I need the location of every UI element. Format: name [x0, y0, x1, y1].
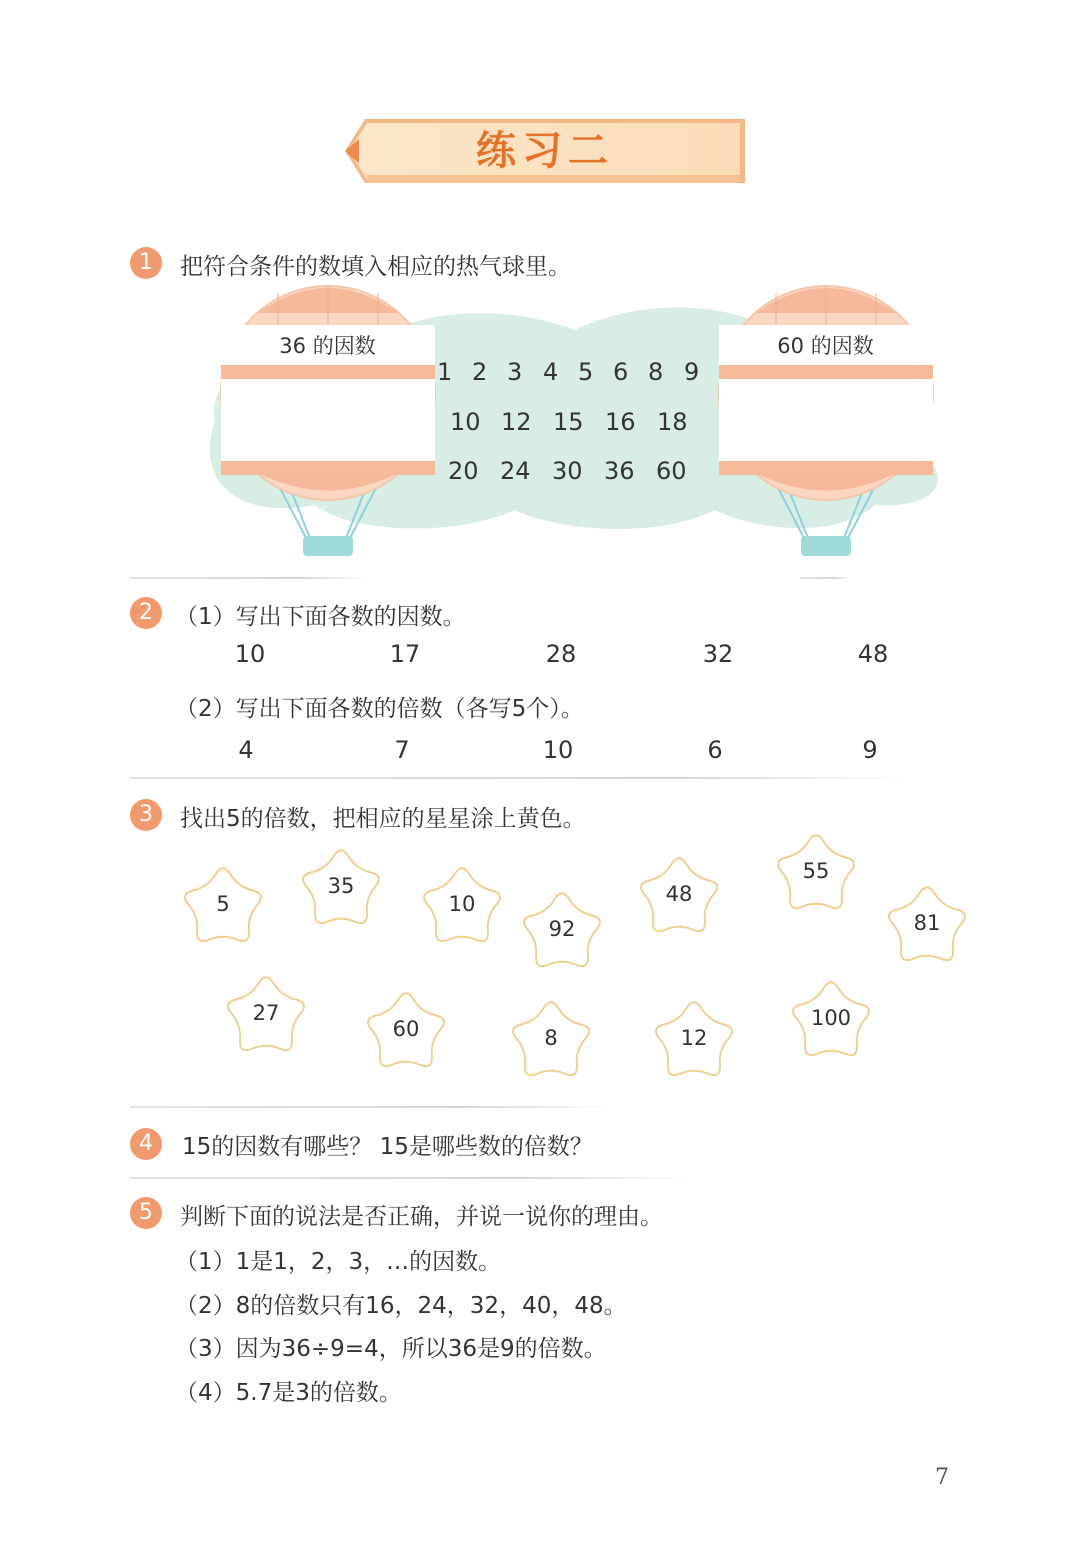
star-number: 81 — [913, 911, 941, 935]
right-hot-air-balloon — [716, 283, 936, 558]
candidate-number: 9 — [684, 358, 700, 386]
star-number: 60 — [392, 1017, 420, 1041]
page-title: 练习二 — [476, 127, 614, 174]
star-number: 5 — [216, 892, 230, 916]
number-item: 9 — [862, 736, 878, 764]
number-item: 7 — [394, 736, 410, 764]
question-number-5: 5 — [130, 1197, 162, 1229]
star-number: 100 — [810, 1006, 852, 1030]
question-number-3: 3 — [130, 799, 162, 831]
statement-3: （3）因为36÷9=4，所以36是9的倍数。 — [175, 1336, 607, 1362]
question-5-text: 判断下面的说法是否正确，并说一说你的理由。 — [180, 1204, 663, 1230]
number-item: 10 — [234, 640, 266, 668]
left-hot-air-balloon — [218, 283, 438, 558]
candidate-number: 10 — [450, 408, 481, 436]
star-number: 48 — [665, 882, 693, 906]
candidate-number: 60 — [656, 457, 687, 485]
candidate-number: 18 — [657, 408, 688, 436]
star-number: 27 — [252, 1001, 280, 1025]
candidate-number: 1 — [437, 358, 453, 386]
number-item: 48 — [857, 640, 889, 668]
candidate-number: 36 — [604, 457, 635, 485]
star-number: 8 — [544, 1026, 558, 1050]
number-item: 6 — [707, 736, 723, 764]
candidate-number: 4 — [543, 358, 559, 386]
candidate-number: 24 — [500, 457, 531, 485]
candidate-number: 20 — [448, 457, 479, 485]
star-number: 35 — [327, 874, 355, 898]
divider — [130, 577, 370, 579]
star-number: 12 — [680, 1026, 708, 1050]
number-item: 10 — [542, 736, 574, 764]
candidate-number: 16 — [605, 408, 636, 436]
number-item: 28 — [545, 640, 577, 668]
right-balloon-label: 60 的因数 — [777, 334, 874, 358]
statement-2: （2）8的倍数只有16，24，32，40，48。 — [175, 1293, 627, 1319]
divider — [800, 577, 850, 579]
divider — [130, 1177, 690, 1179]
question-number-4: 4 — [130, 1128, 162, 1160]
left-balloon-label: 36 的因数 — [279, 334, 376, 358]
question-2-part-2: （2）写出下面各数的倍数（各写5个）。 — [175, 696, 584, 722]
star-number: 92 — [548, 917, 576, 941]
question-2-part-1: （1）写出下面各数的因数。 — [175, 604, 466, 630]
star-number: 55 — [802, 859, 830, 883]
candidate-number: 15 — [553, 408, 584, 436]
page-number: 7 — [935, 1465, 949, 1490]
question-3-text: 找出5的倍数，把相应的星星涂上黄色。 — [180, 806, 586, 832]
title-banner — [345, 117, 745, 185]
question-1-text: 把符合条件的数填入相应的热气球里。 — [180, 254, 571, 280]
candidate-number: 6 — [613, 358, 629, 386]
candidate-number: 8 — [648, 358, 664, 386]
question-number-2: 2 — [130, 597, 162, 629]
candidate-number: 5 — [578, 358, 594, 386]
number-item: 32 — [702, 640, 734, 668]
number-item: 17 — [389, 640, 421, 668]
star-number: 10 — [448, 892, 476, 916]
number-item: 4 — [238, 736, 254, 764]
candidate-number: 30 — [552, 457, 583, 485]
candidate-number: 3 — [507, 358, 523, 386]
divider — [130, 1106, 610, 1108]
candidate-number: 2 — [472, 358, 488, 386]
question-number-1: 1 — [130, 247, 162, 279]
statement-4: （4）5.7是3的倍数。 — [175, 1380, 402, 1406]
statement-1: （1）1是1，2，3，…的因数。 — [175, 1249, 502, 1275]
question-4-text: 15的因数有哪些？ 15是哪些数的倍数？ — [182, 1134, 593, 1160]
divider — [130, 777, 910, 779]
candidate-number: 12 — [501, 408, 532, 436]
